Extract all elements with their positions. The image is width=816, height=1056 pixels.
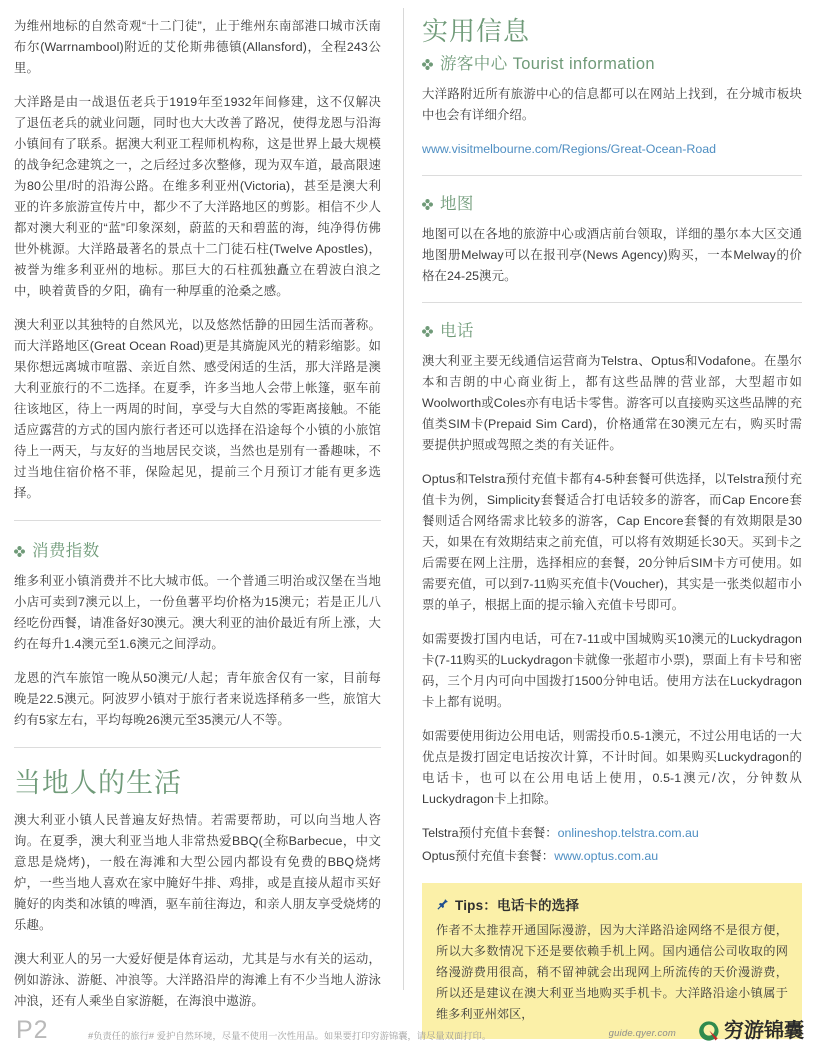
section-divider	[422, 302, 802, 303]
section-heading-label: 游客中心 Tourist information	[440, 55, 655, 73]
telstra-link-row	[422, 823, 802, 844]
section-title-local-life: 当地人的生活	[14, 768, 182, 798]
consumption-paragraph: 龙恩的汽车旅馆一晚从50澳元/人起；青年旅舍仅有一家，目前每晚是22.5澳元。阿波罗小镇对于旅行者来说选择稍多一些，旅馆大约有5家左右，平均每晚26澳元至35澳元/人不等。	[14, 671, 381, 727]
map-paragraph: 地图可以在各地的旅游中心或酒店前台领取，详细的墨尔本大区交通地图册Melway可以在报刊亭(News Agency)购买，一本Melway的价格在24-25澳元。	[422, 227, 802, 283]
section-divider	[422, 175, 802, 176]
tourist-info-link-row	[422, 139, 802, 160]
tips-header	[436, 894, 788, 914]
section-heading-consumption	[14, 539, 381, 563]
clover-icon	[14, 546, 25, 557]
section-heading-map	[422, 192, 802, 216]
optus-link-row	[422, 846, 802, 867]
page-footer	[0, 1008, 816, 1056]
section-divider	[14, 520, 381, 521]
section-divider	[14, 747, 381, 748]
tips-title: Tips：电话卡的选择	[455, 898, 580, 913]
clover-icon	[422, 59, 433, 70]
local-life-paragraph: 澳大利亚人的另一大爱好便是体育运动，尤其是与水有关的运动，例如游泳、游艇、冲浪等。大洋路沿岸的海滩上有不少当地人游泳冲浪，还有人乘坐自家游艇，在海浪中遨游。	[14, 952, 381, 1008]
footer-brand-name: 穷游锦囊	[724, 1020, 804, 1042]
consumption-paragraph: 维多利亚小镇消费并不比大城市低。一个普通三明治或汉堡在当地小店可卖到7澳元以上，一份鱼薯平均价格为15澳元；若是正儿八经吃份西餐，请准备好30澳元。澳大利亚的油价最近有所上涨，大约在每升1.4澳元至1.6澳元之间浮动。	[14, 574, 381, 651]
footer-page-number: P2	[16, 1016, 49, 1044]
tips-body: 作者不太推荐开通国际漫游，因为大洋路沿途网络不是很方便，所以大多数情况下还是要依赖手机上网。国内通信公司收取的网络漫游费用很高，稍不留神就会出现网上所流传的天价漫游费，所以还是建议在澳大利亚当地购买手机卡。大洋路沿途小镇属于维多利亚州郊区，	[436, 923, 788, 1021]
left-column	[0, 0, 403, 1008]
tourist-info-paragraph: 大洋路附近所有旅游中心的信息都可以在网站上找到，在分城市板块中也会有详细介绍。	[422, 87, 802, 122]
intro-paragraph: 为维州地标的自然奇观“十二门徒”，止于维州东南部港口城市沃南布尔(Warrnambool)附近的艾伦斯弗德镇(Allansford)，全程243公里。	[14, 19, 381, 75]
section-heading-tourist-info	[422, 52, 802, 76]
intro-paragraph: 大洋路是由一战退伍老兵于1919年至1932年间修建，这不仅解决了退伍老兵的就业问题，同时也大大改善了路况，使得龙恩与沿海小镇间有了联系。据澳大利亚工程师机构称，这是世界上最大规模的战争纪念建筑之一，之后经过多次整修，现为双车道，最高限速为80公里/时的沿海公路。在维多利亚州(Victoria)，甚至是澳大利亚的许多旅游宣传片中，都少不了大洋路地区的剪影。相信不少人都对澳大利亚的“蓝”印象深刻，蔚蓝的天和碧蓝的海，纯净得仿佛世外桃源。大洋路最著名的景点十二门徒石柱(Twelve Apostles)，被誉为维多利亚州的地标。那巨大的石柱孤独矗立在碧波白浪之中，映着黄昏的夕阳，确有一种厚重的沧桑之感。	[14, 95, 381, 298]
footer-url: guide.qyer.com	[608, 1028, 676, 1039]
footer-note: #负责任的旅行# 爱护自然环境，尽量不使用一次性用品。如果要打印穷游锦囊，请尽量双面打印。	[88, 1031, 492, 1041]
phone-paragraph: Optus和Telstra预付充值卡都有4-5种套餐可供选择，以Telstra预付充值卡为例，Simplicity套餐适合打电话较多的游客，而Cap Encore套餐则适合网络需求比较多的游客，Cap Encore套餐的有效期限是30天，如果在有效期结束之前充值，可以将有效期延长30天。买到卡之后需要在网上注册，选择相应的套餐，20分钟后SIM卡方可使用。如需要充值，可以到7-11购买充值卡(Voucher)，其实是一张类似超市小票的单子，根据上面的提示输入充值卡号即可。	[422, 472, 802, 612]
section-heading-label: 消费指数	[32, 542, 100, 560]
clover-icon	[422, 199, 433, 210]
optus-link[interactable]: www.optus.com.au	[554, 849, 659, 863]
section-heading-label: 地图	[440, 195, 474, 213]
page-title: 实用信息	[422, 16, 531, 46]
intro-paragraph: 澳大利亚以其独特的自然风光，以及悠然恬静的田园生活而著称。而大洋路地区(Great Ocean Road)更是其旖旎风光的精彩缩影。如果你想远离城市喧嚣、亲近自然、感受闲适的生活，那大洋路是澳大利亚旅行的不二选择。在夏季，许多当地人会带上帐篷，驱车前往该地区，待上一两周的时间，享受与大自然的零距离接触。不能适应露营的方式的国内旅行者还可以选择在沿途每个小镇的小旅馆待上一两天，与友好的当地居民交谈，当然也是别有一番趣味，不过当地住宿价格不菲，保险起见，提前三个月预订才能有更多选择。	[14, 318, 381, 500]
qyer-logo-icon	[698, 1020, 720, 1042]
phone-paragraph: 如需要拨打国内电话，可在7-11或中国城购买10澳元的Luckydragon卡(7-11购买的Luckydragon卡就像一张超市小票)，票面上有卡号和密码，三个月内可向中国拨打1500分钟电话。使用方法在Luckydragon卡上都有说明。	[422, 632, 802, 709]
telstra-link[interactable]: onlineshop.telstra.com.au	[557, 826, 699, 840]
telstra-link-label: Telstra预付充值卡套餐：	[422, 826, 558, 840]
section-heading-phone	[422, 319, 802, 343]
visitmelbourne-link[interactable]: www.visitmelbourne.com/Regions/Great-Ocean-Road	[422, 142, 717, 156]
right-column	[404, 0, 816, 1021]
pin-icon	[436, 898, 449, 911]
local-life-paragraph: 澳大利亚小镇人民普遍友好热情。若需要帮助，可以向当地人咨询。在夏季，澳大利亚当地人非常热爱BBQ(全称Barbecue，中文意思是烧烤)，一般在海滩和大型公园内都设有免费的BBQ烧烤炉，一些当地人喜欢在家中腌好牛排、鸡排，或是直接从超市买好腌好的肉类和冰镇的啤酒，驱车前往海边，和亲人朋友享受烧烤的乐趣。	[14, 813, 381, 932]
footer-brand	[698, 1020, 804, 1042]
phone-paragraph: 如需要使用街边公用电话，则需投币0.5-1澳元，不过公用电话的一大优点是拨打固定电话按次计算，不计时间。如果购买Luckydragon的电话卡，也可以在公用电话上使用，0.5-1澳元/次，分钟数从Luckydragon卡上扣除。	[422, 729, 802, 806]
optus-link-label: Optus预付充值卡套餐：	[422, 849, 555, 863]
section-heading-label: 电话	[440, 322, 474, 340]
phone-paragraph: 澳大利亚主要无线通信运营商为Telstra、Optus和Vodafone。在墨尔本和吉朗的中心商业街上，都有这些品牌的营业部，大型超市如Woolworth或Coles亦有电话卡零售。游客可以直接购买这些品牌的充值类SIM卡(Prepaid Sim Card)，价格通常在30澳元左右，购买时需要提供护照或驾照之类的有关证件。	[422, 354, 802, 452]
clover-icon	[422, 326, 433, 337]
